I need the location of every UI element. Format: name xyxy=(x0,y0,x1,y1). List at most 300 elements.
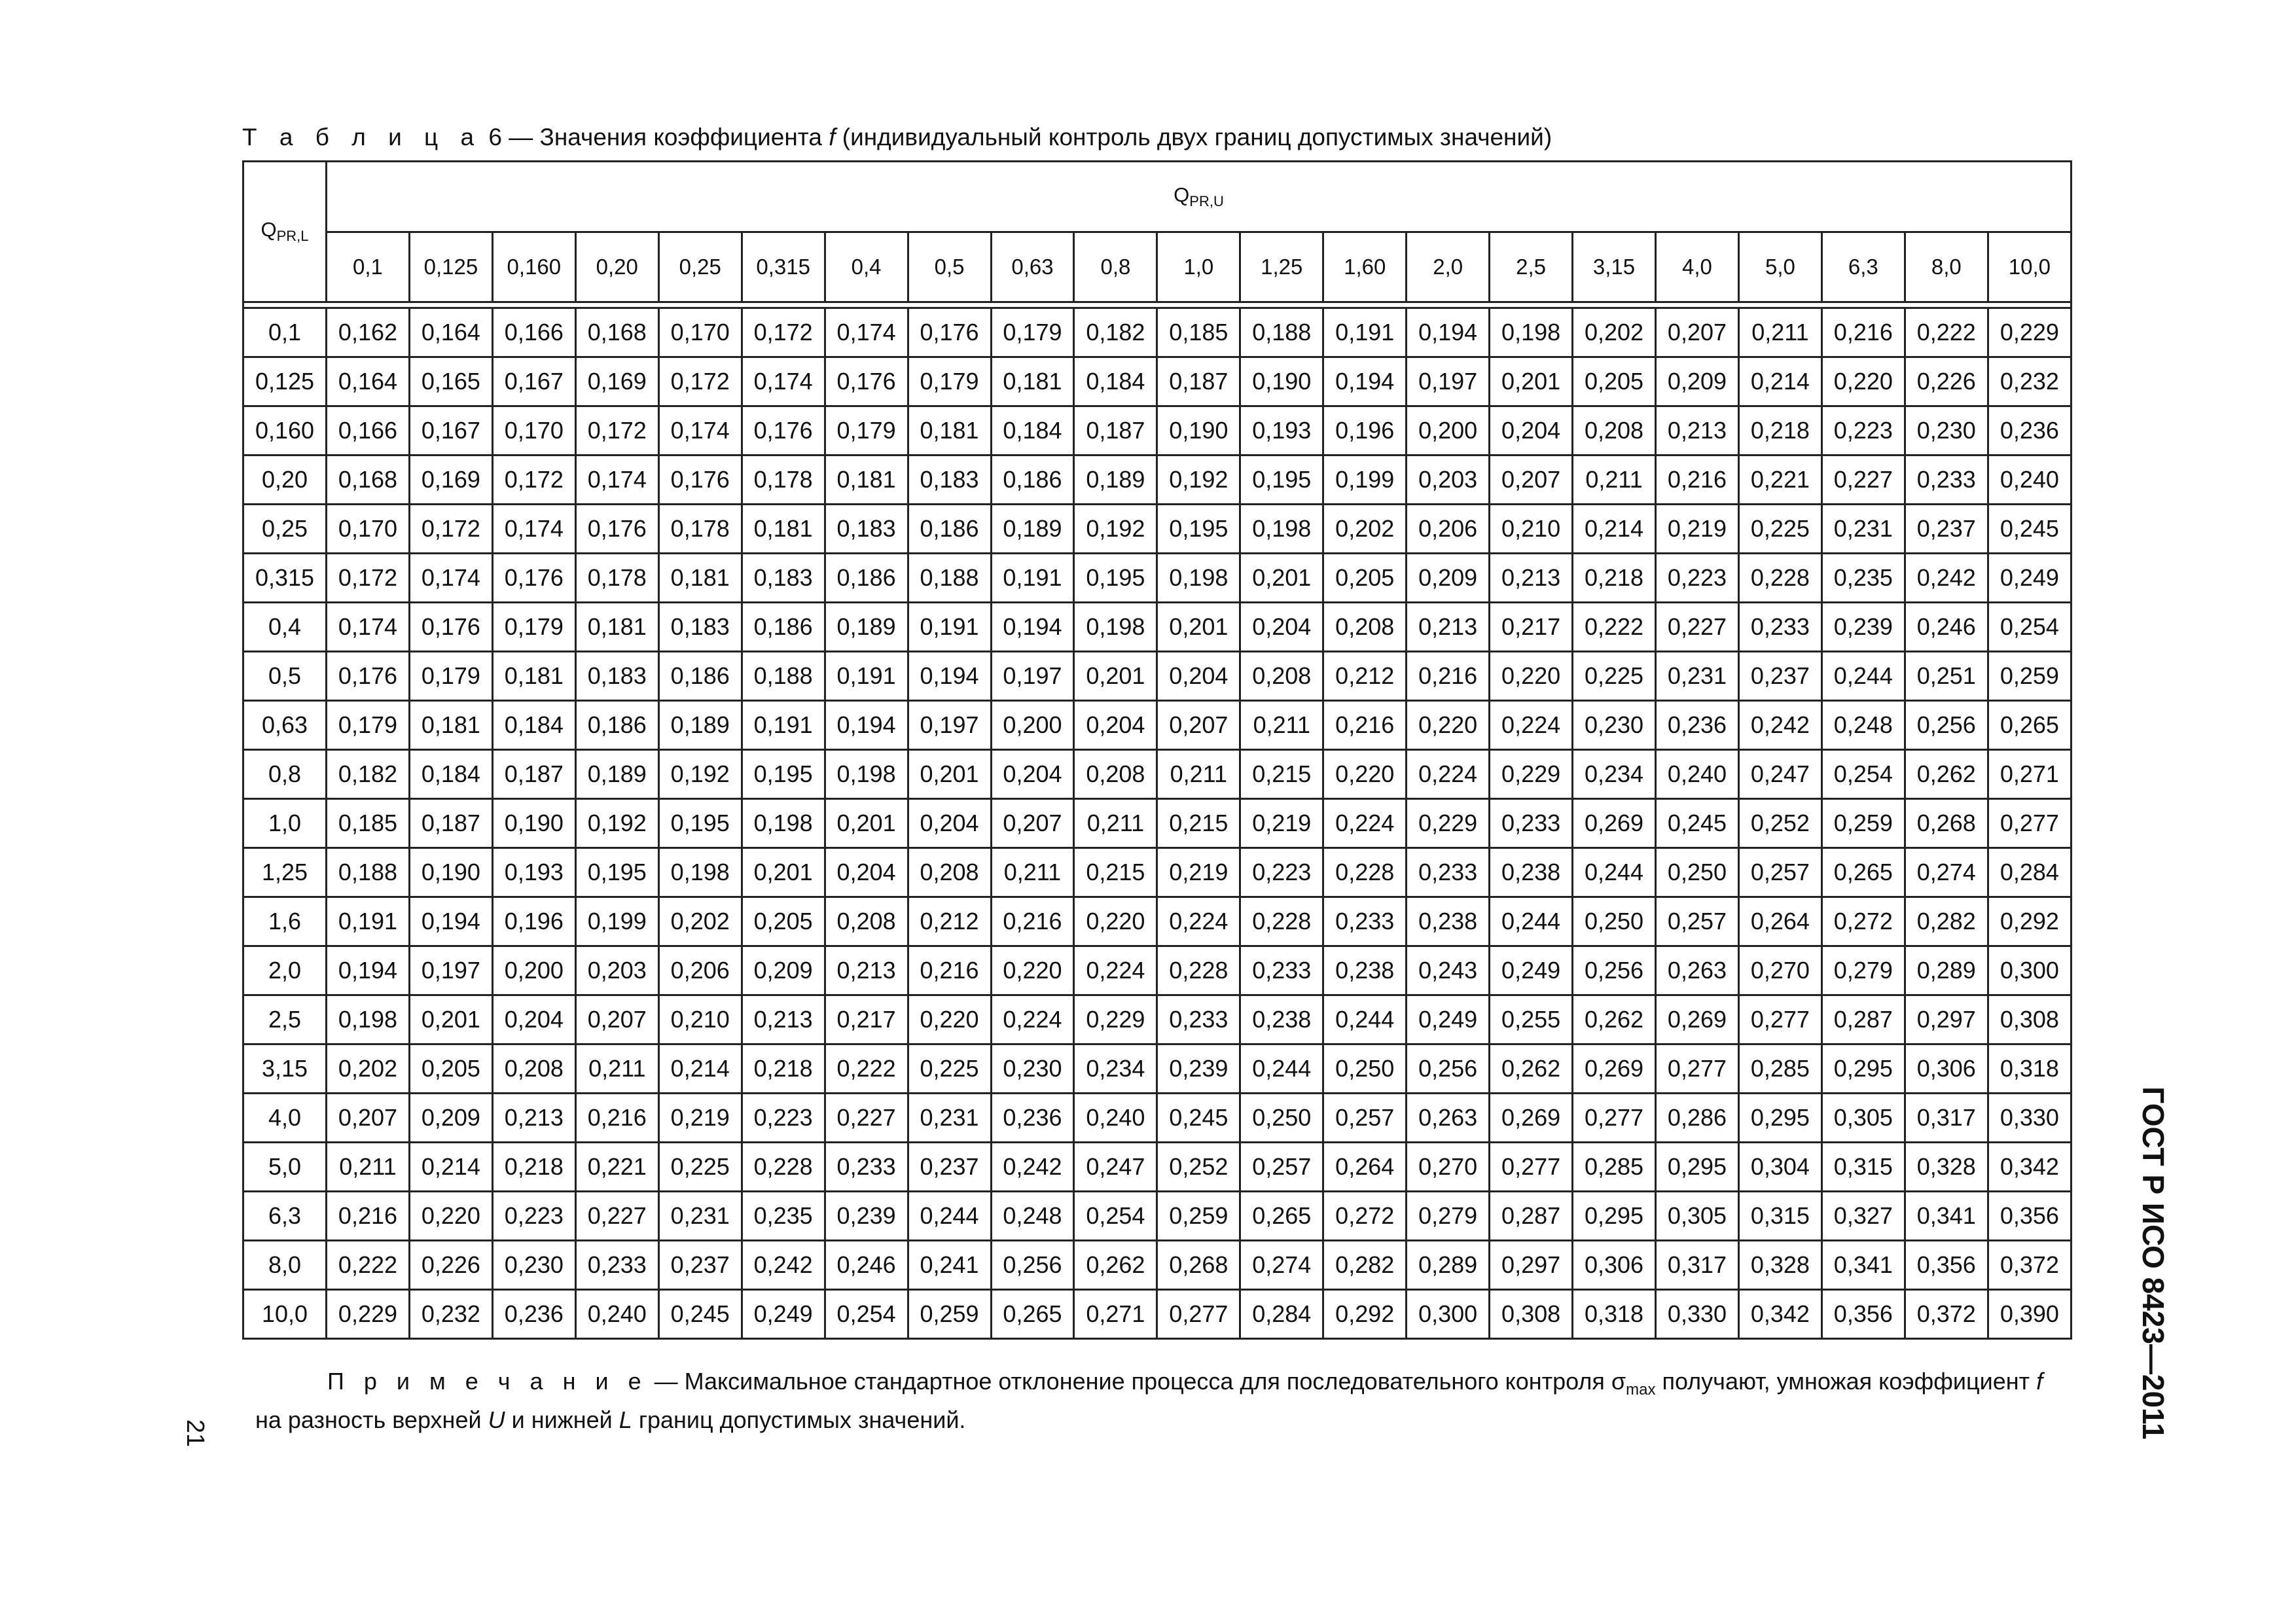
table-cell: 0,277 xyxy=(1490,1143,1573,1192)
table-row xyxy=(243,1192,2072,1241)
table-cell: 0,246 xyxy=(1905,603,1988,652)
column-header: 3,15 xyxy=(1573,232,1656,302)
table-cell: 0,277 xyxy=(1656,1044,1739,1094)
column-header: 0,63 xyxy=(991,232,1074,302)
table-cell: 0,238 xyxy=(1407,897,1490,946)
table-cell: 0,223 xyxy=(1656,554,1739,603)
table-cell: 0,244 xyxy=(1240,1044,1323,1094)
table-cell: 0,240 xyxy=(1656,750,1739,799)
table-cell: 0,169 xyxy=(575,357,658,406)
table-cell: 0,204 xyxy=(1157,652,1240,701)
row-header-label: $Q_{PR,L}$ xyxy=(243,162,327,302)
table-cell: 0,317 xyxy=(1656,1241,1739,1290)
table-cell: 0,297 xyxy=(1490,1241,1573,1290)
table-cell: 0,195 xyxy=(742,750,825,799)
row-label: 8,0 xyxy=(243,1241,327,1290)
table-cell: 0,174 xyxy=(492,505,575,554)
table-row xyxy=(243,995,2072,1044)
table-cell: 0,217 xyxy=(825,995,908,1044)
table-cell: 0,341 xyxy=(1905,1192,1988,1241)
table-cell: 0,242 xyxy=(1905,554,1988,603)
table-cell: 0,244 xyxy=(1323,995,1407,1044)
table-cell: 0,181 xyxy=(492,652,575,701)
table-cell: 0,236 xyxy=(1988,406,2071,455)
table-cell: 0,172 xyxy=(492,455,575,505)
row-label: 0,5 xyxy=(243,652,327,701)
table-cell: 0,188 xyxy=(742,652,825,701)
table-cell: 0,195 xyxy=(658,799,742,848)
table-cell: 0,292 xyxy=(1988,897,2071,946)
column-header: 1,60 xyxy=(1323,232,1407,302)
table-cell: 0,186 xyxy=(575,701,658,750)
column-header: 0,20 xyxy=(575,232,658,302)
table-row xyxy=(243,799,2072,848)
table-cell: 0,240 xyxy=(575,1290,658,1339)
table-cell: 0,215 xyxy=(1157,799,1240,848)
column-header: 2,0 xyxy=(1407,232,1490,302)
table-cell: 0,226 xyxy=(409,1241,492,1290)
column-header: 1,0 xyxy=(1157,232,1240,302)
table-row xyxy=(243,1290,2072,1339)
table-cell: 0,192 xyxy=(1074,505,1157,554)
table-cell: 0,228 xyxy=(742,1143,825,1192)
table-cell: 0,203 xyxy=(1407,455,1490,505)
table-cell: 0,224 xyxy=(1407,750,1490,799)
table-cell: 0,252 xyxy=(1738,799,1821,848)
table-cell: 0,305 xyxy=(1656,1192,1739,1241)
table-cell: 0,197 xyxy=(1407,357,1490,406)
table-cell: 0,194 xyxy=(991,603,1074,652)
table-cell: 0,225 xyxy=(658,1143,742,1192)
table-cell: 0,194 xyxy=(409,897,492,946)
table-cell: 0,187 xyxy=(492,750,575,799)
table-cell: 0,308 xyxy=(1490,1290,1573,1339)
table-cell: 0,262 xyxy=(1074,1241,1157,1290)
table-cell: 0,235 xyxy=(742,1192,825,1241)
table-cell: 0,227 xyxy=(575,1192,658,1241)
table-cell: 0,201 xyxy=(1157,603,1240,652)
table-cell: 0,239 xyxy=(825,1192,908,1241)
table-cell: 0,251 xyxy=(1905,652,1988,701)
table-cell: 0,237 xyxy=(1738,652,1821,701)
table-cell: 0,250 xyxy=(1323,1044,1407,1094)
table-cell: 0,277 xyxy=(1738,995,1821,1044)
table-cell: 0,191 xyxy=(991,554,1074,603)
table-cell: 0,216 xyxy=(1407,652,1490,701)
table-cell: 0,201 xyxy=(825,799,908,848)
table-cell: 0,191 xyxy=(825,652,908,701)
table-cell: 0,195 xyxy=(575,848,658,897)
table-cell: 0,218 xyxy=(492,1143,575,1192)
table-cell: 0,181 xyxy=(825,455,908,505)
table-cell: 0,390 xyxy=(1988,1290,2071,1339)
table-cell: 0,262 xyxy=(1573,995,1656,1044)
table-cell: 0,208 xyxy=(825,897,908,946)
table-cell: 0,184 xyxy=(991,406,1074,455)
column-header: 5,0 xyxy=(1738,232,1821,302)
table-cell: 0,330 xyxy=(1656,1290,1739,1339)
row-label: 0,25 xyxy=(243,505,327,554)
table-cell: 0,306 xyxy=(1905,1044,1988,1094)
row-label: 5,0 xyxy=(243,1143,327,1192)
table-cell: 0,202 xyxy=(1573,308,1656,357)
table-cell: 0,237 xyxy=(658,1241,742,1290)
table-cell: 0,176 xyxy=(409,603,492,652)
table-cell: 0,236 xyxy=(991,1094,1074,1143)
row-label: 3,15 xyxy=(243,1044,327,1094)
table-cell: 0,241 xyxy=(908,1241,991,1290)
table-cell: 0,237 xyxy=(908,1143,991,1192)
table-cell: 0,225 xyxy=(908,1044,991,1094)
table-cell: 0,209 xyxy=(409,1094,492,1143)
table-cell: 0,252 xyxy=(1157,1143,1240,1192)
table-row xyxy=(243,1143,2072,1192)
table-cell: 0,245 xyxy=(1656,799,1739,848)
table-cell: 0,179 xyxy=(991,308,1074,357)
table-cell: 0,233 xyxy=(1407,848,1490,897)
table-cell: 0,197 xyxy=(991,652,1074,701)
table-cell: 0,216 xyxy=(327,1192,410,1241)
table-cell: 0,184 xyxy=(492,701,575,750)
table-cell: 0,184 xyxy=(1074,357,1157,406)
table-cell: 0,222 xyxy=(825,1044,908,1094)
table-cell: 0,277 xyxy=(1573,1094,1656,1143)
table-cell: 0,247 xyxy=(1738,750,1821,799)
table-cell: 0,192 xyxy=(658,750,742,799)
table-cell: 0,172 xyxy=(327,554,410,603)
table-cell: 0,237 xyxy=(1905,505,1988,554)
table-cell: 0,174 xyxy=(742,357,825,406)
table-cell: 0,208 xyxy=(1573,406,1656,455)
row-label: 6,3 xyxy=(243,1192,327,1241)
row-label: 1,0 xyxy=(243,799,327,848)
table-cell: 0,242 xyxy=(1738,701,1821,750)
table-cell: 0,192 xyxy=(575,799,658,848)
table-cell: 0,208 xyxy=(1323,603,1407,652)
table-cell: 0,289 xyxy=(1407,1241,1490,1290)
column-header: 0,1 xyxy=(327,232,410,302)
table-row xyxy=(243,701,2072,750)
table-cell: 0,204 xyxy=(1240,603,1323,652)
table-cell: 0,183 xyxy=(658,603,742,652)
table-cell: 0,287 xyxy=(1490,1192,1573,1241)
table-cell: 0,238 xyxy=(1490,848,1573,897)
column-header: 0,8 xyxy=(1074,232,1157,302)
table-cell: 0,233 xyxy=(1240,946,1323,995)
table-cell: 0,216 xyxy=(575,1094,658,1143)
table-cell: 0,215 xyxy=(1074,848,1157,897)
table-cell: 0,224 xyxy=(1157,897,1240,946)
table-cell: 0,201 xyxy=(742,848,825,897)
table-cell: 0,200 xyxy=(1407,406,1490,455)
table-cell: 0,172 xyxy=(658,357,742,406)
table-cell: 0,204 xyxy=(908,799,991,848)
table-cell: 0,190 xyxy=(1157,406,1240,455)
table-cell: 0,277 xyxy=(1157,1290,1240,1339)
table-cell: 0,249 xyxy=(1407,995,1490,1044)
table-row xyxy=(243,652,2072,701)
table-cell: 0,172 xyxy=(575,406,658,455)
table-cell: 0,245 xyxy=(658,1290,742,1339)
table-cell: 0,269 xyxy=(1573,1044,1656,1094)
table-cell: 0,232 xyxy=(1988,357,2071,406)
table-cell: 0,191 xyxy=(327,897,410,946)
table-cell: 0,254 xyxy=(825,1290,908,1339)
table-cell: 0,201 xyxy=(1490,357,1573,406)
table-cell: 0,262 xyxy=(1490,1044,1573,1094)
table-cell: 0,216 xyxy=(1323,701,1407,750)
row-label: 0,20 xyxy=(243,455,327,505)
row-label: 4,0 xyxy=(243,1094,327,1143)
table-cell: 0,204 xyxy=(991,750,1074,799)
table-cell: 0,201 xyxy=(409,995,492,1044)
table-cell: 0,231 xyxy=(908,1094,991,1143)
table-cell: 0,257 xyxy=(1738,848,1821,897)
table-cell: 0,208 xyxy=(908,848,991,897)
table-cell: 0,219 xyxy=(1157,848,1240,897)
table-cell: 0,216 xyxy=(1821,308,1905,357)
table-cell: 0,211 xyxy=(1240,701,1323,750)
table-cell: 0,282 xyxy=(1905,897,1988,946)
table-cell: 0,201 xyxy=(908,750,991,799)
table-cell: 0,194 xyxy=(908,652,991,701)
table-cell: 0,285 xyxy=(1573,1143,1656,1192)
table-row xyxy=(243,1094,2072,1143)
table-cell: 0,233 xyxy=(1157,995,1240,1044)
table-cell: 0,228 xyxy=(1157,946,1240,995)
table-cell: 0,245 xyxy=(1157,1094,1240,1143)
table-cell: 0,183 xyxy=(908,455,991,505)
table-cell: 0,183 xyxy=(742,554,825,603)
table-cell: 0,201 xyxy=(1074,652,1157,701)
table-cell: 0,194 xyxy=(327,946,410,995)
table-cell: 0,218 xyxy=(1738,406,1821,455)
table-cell: 0,244 xyxy=(1821,652,1905,701)
table-cell: 0,186 xyxy=(908,505,991,554)
table-cell: 0,327 xyxy=(1821,1192,1905,1241)
table-cell: 0,356 xyxy=(1821,1290,1905,1339)
table-cell: 0,209 xyxy=(742,946,825,995)
table-cell: 0,194 xyxy=(825,701,908,750)
table-cell: 0,248 xyxy=(991,1192,1074,1241)
table-row xyxy=(243,554,2072,603)
table-cell: 0,330 xyxy=(1988,1094,2071,1143)
table-cell: 0,195 xyxy=(1157,505,1240,554)
caption-number: 6 xyxy=(488,124,502,151)
table-cell: 0,286 xyxy=(1656,1094,1739,1143)
table-cell: 0,228 xyxy=(1240,897,1323,946)
table-cell: 0,274 xyxy=(1905,848,1988,897)
table-cell: 0,176 xyxy=(575,505,658,554)
table-cell: 0,223 xyxy=(742,1094,825,1143)
table-cell: 0,257 xyxy=(1240,1143,1323,1192)
table-cell: 0,259 xyxy=(1157,1192,1240,1241)
table-row xyxy=(243,897,2072,946)
table-cell: 0,222 xyxy=(1573,603,1656,652)
table-cell: 0,248 xyxy=(1821,701,1905,750)
table-cell: 0,205 xyxy=(1573,357,1656,406)
table-cell: 0,233 xyxy=(1490,799,1573,848)
table-cell: 0,221 xyxy=(575,1143,658,1192)
table-cell: 0,183 xyxy=(575,652,658,701)
table-cell: 0,199 xyxy=(1323,455,1407,505)
table-cell: 0,210 xyxy=(1490,505,1573,554)
table-cell: 0,204 xyxy=(1074,701,1157,750)
table-cell: 0,292 xyxy=(1323,1290,1407,1339)
table-cell: 0,239 xyxy=(1157,1044,1240,1094)
table-cell: 0,178 xyxy=(658,505,742,554)
table-cell: 0,164 xyxy=(327,357,410,406)
standard-code: ГОСТ Р ИСО 8423—2011 xyxy=(2136,1086,2170,1440)
table-cell: 0,187 xyxy=(1074,406,1157,455)
table-cell: 0,226 xyxy=(1905,357,1988,406)
table-cell: 0,224 xyxy=(991,995,1074,1044)
table-cell: 0,218 xyxy=(742,1044,825,1094)
table-cell: 0,207 xyxy=(327,1094,410,1143)
row-label: 2,5 xyxy=(243,995,327,1044)
table-cell: 0,164 xyxy=(409,308,492,357)
table-cell: 0,179 xyxy=(492,603,575,652)
table-cell: 0,214 xyxy=(1738,357,1821,406)
table-cell: 0,188 xyxy=(908,554,991,603)
table-cell: 0,174 xyxy=(575,455,658,505)
table-cell: 0,317 xyxy=(1905,1094,1988,1143)
table-cell: 0,188 xyxy=(327,848,410,897)
column-header: 8,0 xyxy=(1905,232,1988,302)
column-header: 2,5 xyxy=(1490,232,1573,302)
table-cell: 0,279 xyxy=(1407,1192,1490,1241)
table-cell: 0,243 xyxy=(1407,946,1490,995)
table-cell: 0,224 xyxy=(1074,946,1157,995)
table-cell: 0,182 xyxy=(327,750,410,799)
table-cell: 0,168 xyxy=(575,308,658,357)
table-cell: 0,208 xyxy=(1240,652,1323,701)
table-cell: 0,211 xyxy=(1157,750,1240,799)
table-cell: 0,219 xyxy=(1240,799,1323,848)
table-cell: 0,174 xyxy=(825,308,908,357)
table-cell: 0,181 xyxy=(409,701,492,750)
table-cell: 0,189 xyxy=(575,750,658,799)
table-cell: 0,176 xyxy=(327,652,410,701)
table-cell: 0,168 xyxy=(327,455,410,505)
table-cell: 0,172 xyxy=(742,308,825,357)
table-cell: 0,271 xyxy=(1988,750,2071,799)
table-cell: 0,198 xyxy=(1490,308,1573,357)
table-row xyxy=(243,848,2072,897)
table-cell: 0,193 xyxy=(1240,406,1323,455)
row-label: 1,25 xyxy=(243,848,327,897)
table-cell: 0,212 xyxy=(1323,652,1407,701)
table-cell: 0,212 xyxy=(908,897,991,946)
row-label: 2,0 xyxy=(243,946,327,995)
table-cell: 0,220 xyxy=(1074,897,1157,946)
table-cell: 0,193 xyxy=(492,848,575,897)
column-header: 0,125 xyxy=(409,232,492,302)
column-header: 10,0 xyxy=(1988,232,2071,302)
table-cell: 0,203 xyxy=(575,946,658,995)
table-cell: 0,167 xyxy=(492,357,575,406)
table-cell: 0,213 xyxy=(1490,554,1573,603)
table-cell: 0,190 xyxy=(1240,357,1323,406)
table-cell: 0,166 xyxy=(327,406,410,455)
sigma-symbol: σ xyxy=(1611,1368,1626,1395)
table-cell: 0,223 xyxy=(492,1192,575,1241)
table-cell: 0,230 xyxy=(991,1044,1074,1094)
table-cell: 0,228 xyxy=(1738,554,1821,603)
table-cell: 0,185 xyxy=(327,799,410,848)
column-header: 0,160 xyxy=(492,232,575,302)
table-cell: 0,259 xyxy=(908,1290,991,1339)
column-header: 0,25 xyxy=(658,232,742,302)
table-cell: 0,356 xyxy=(1905,1241,1988,1290)
table-cell: 0,165 xyxy=(409,357,492,406)
table-cell: 0,254 xyxy=(1821,750,1905,799)
table-cell: 0,199 xyxy=(575,897,658,946)
table-cell: 0,219 xyxy=(658,1094,742,1143)
table-cell: 0,174 xyxy=(658,406,742,455)
table-cell: 0,239 xyxy=(1821,603,1905,652)
table-cell: 0,274 xyxy=(1240,1241,1323,1290)
table-cell: 0,227 xyxy=(1656,603,1739,652)
table-cell: 0,245 xyxy=(1988,505,2071,554)
table-cell: 0,305 xyxy=(1821,1094,1905,1143)
row-label: 0,63 xyxy=(243,701,327,750)
table-cell: 0,256 xyxy=(1407,1044,1490,1094)
table-cell: 0,174 xyxy=(327,603,410,652)
table-cell: 0,233 xyxy=(1738,603,1821,652)
table-cell: 0,178 xyxy=(742,455,825,505)
column-header: 0,5 xyxy=(908,232,991,302)
table-cell: 0,185 xyxy=(1157,308,1240,357)
table-cell: 0,183 xyxy=(825,505,908,554)
table-cell: 0,235 xyxy=(1821,554,1905,603)
table-cell: 0,234 xyxy=(1074,1044,1157,1094)
table-cell: 0,214 xyxy=(658,1044,742,1094)
table-row xyxy=(243,505,2072,554)
table-cell: 0,318 xyxy=(1988,1044,2071,1094)
table-cell: 0,223 xyxy=(1821,406,1905,455)
table-cell: 0,225 xyxy=(1573,652,1656,701)
table-cell: 0,211 xyxy=(1738,308,1821,357)
table-cell: 0,372 xyxy=(1905,1290,1988,1339)
table-cell: 0,216 xyxy=(908,946,991,995)
table-cell: 0,256 xyxy=(1573,946,1656,995)
table-cell: 0,167 xyxy=(409,406,492,455)
table-cell: 0,231 xyxy=(658,1192,742,1241)
table-cell: 0,328 xyxy=(1905,1143,1988,1192)
table-cell: 0,272 xyxy=(1821,897,1905,946)
table-cell: 0,184 xyxy=(409,750,492,799)
table-cell: 0,204 xyxy=(492,995,575,1044)
table-cell: 0,198 xyxy=(1240,505,1323,554)
table-cell: 0,227 xyxy=(1821,455,1905,505)
table-cell: 0,263 xyxy=(1407,1094,1490,1143)
table-cell: 0,217 xyxy=(1490,603,1573,652)
table-cell: 0,200 xyxy=(492,946,575,995)
table-cell: 0,213 xyxy=(492,1094,575,1143)
table-cell: 0,221 xyxy=(1738,455,1821,505)
table-cell: 0,233 xyxy=(1905,455,1988,505)
table-cell: 0,229 xyxy=(327,1290,410,1339)
table-cell: 0,207 xyxy=(1157,701,1240,750)
table-cell: 0,200 xyxy=(991,701,1074,750)
table-cell: 0,194 xyxy=(1323,357,1407,406)
row-label: 1,6 xyxy=(243,897,327,946)
table-cell: 0,204 xyxy=(1490,406,1573,455)
table-cell: 0,287 xyxy=(1821,995,1905,1044)
table-cell: 0,254 xyxy=(1988,603,2071,652)
table-cell: 0,218 xyxy=(1573,554,1656,603)
